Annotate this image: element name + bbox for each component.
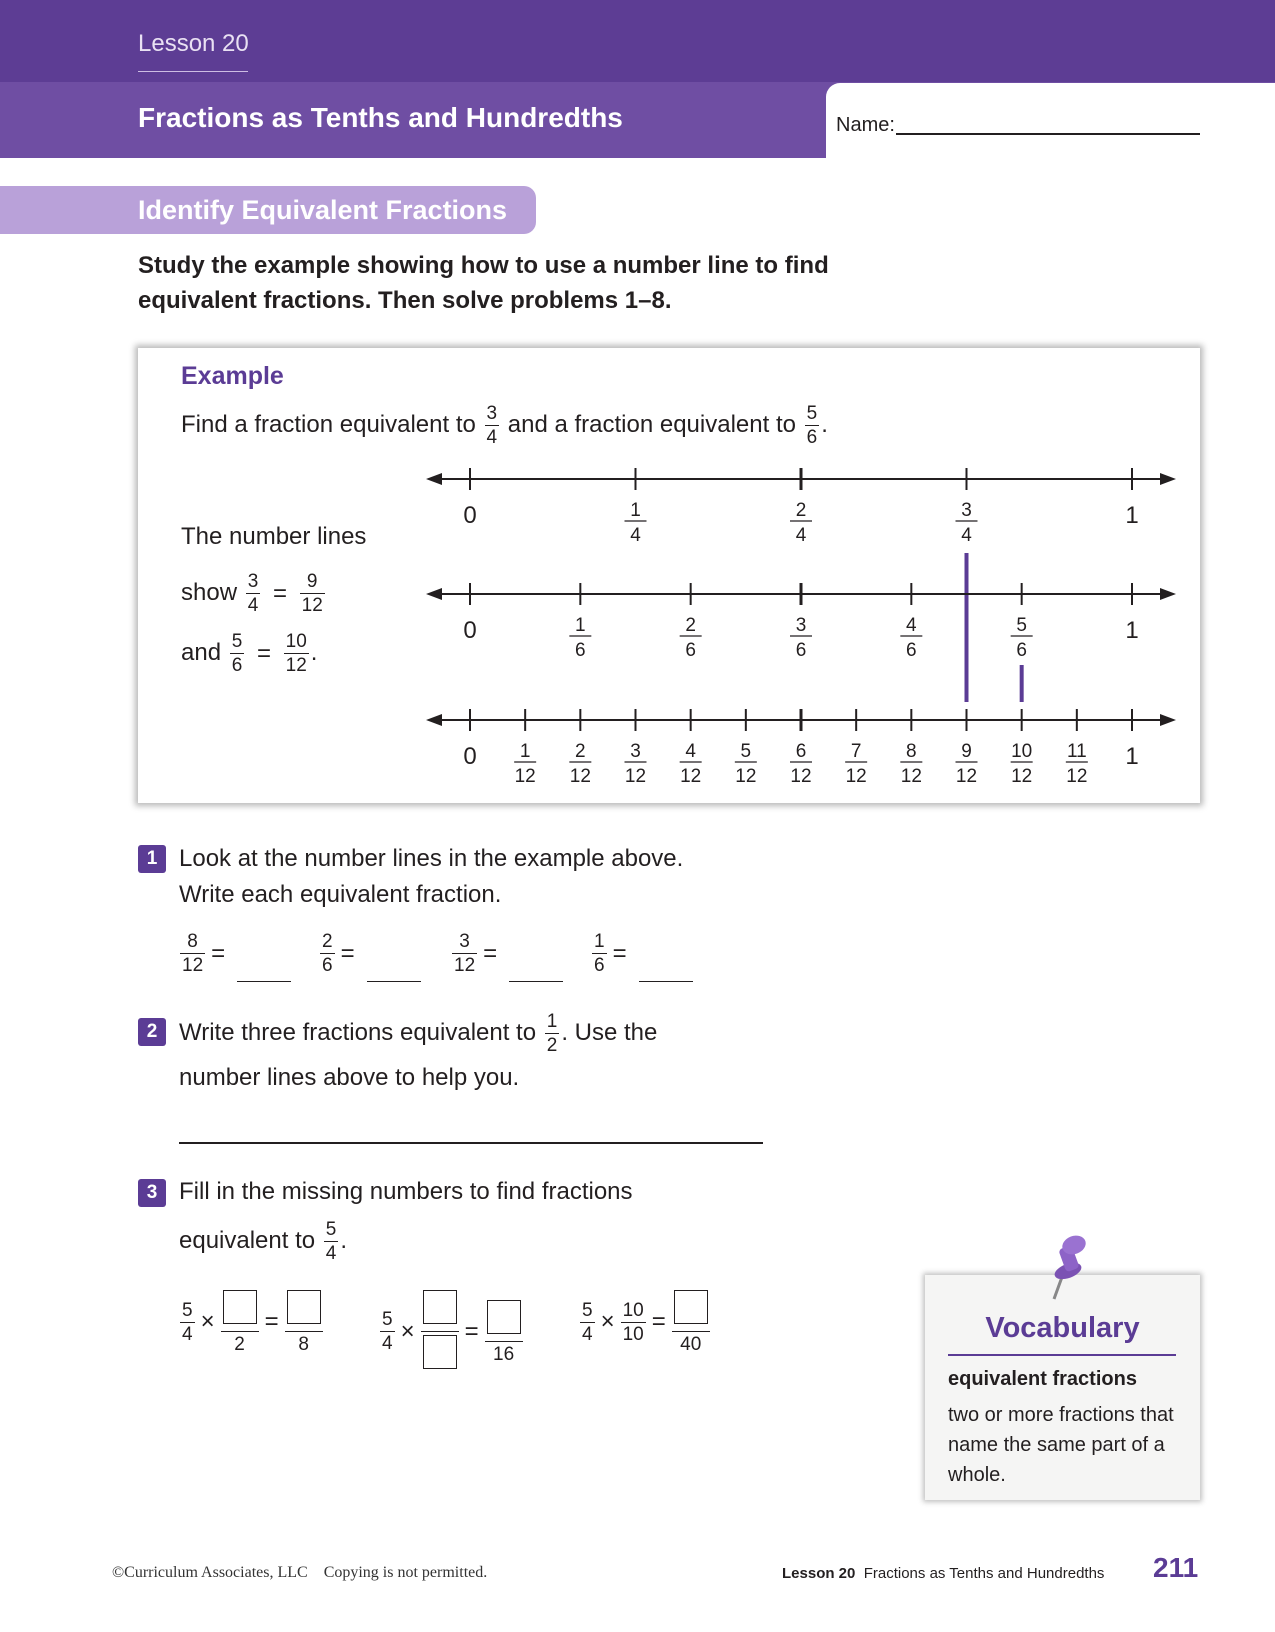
answer-blank[interactable] (367, 981, 421, 982)
denominator: 12 (182, 955, 204, 976)
tick-label-numerator: 5 (740, 741, 752, 762)
denominator: 10 (622, 1323, 644, 1345)
prompt-period: . (821, 410, 828, 438)
answer-blank[interactable] (237, 981, 291, 982)
arrow-right-icon (1160, 473, 1176, 485)
lesson-title: Fractions as Tenths and Hundredths (138, 102, 623, 133)
problem-3-text: equivalent to (179, 1226, 316, 1254)
problem-3-period: . (340, 1226, 348, 1254)
problem-1-line1: Look at the number lines in the example above. (179, 845, 684, 872)
fraction-one-half (545, 1012, 560, 1055)
result-fraction (485, 1300, 523, 1364)
tick-label-denominator: 6 (575, 640, 586, 661)
section-title: Identify Equivalent Fractions (138, 195, 508, 225)
example-label: Example (181, 362, 284, 390)
prompt-text-a: Find a fraction equivalent to (181, 410, 476, 438)
tick-label-numerator: 3 (961, 500, 972, 521)
fraction (320, 932, 335, 975)
numerator: 3 (486, 403, 498, 424)
multiplier-fraction (221, 1290, 259, 1354)
tick-label-numerator: 1 (630, 500, 641, 521)
tick-label-numerator: 5 (1016, 615, 1027, 636)
tick-label-denominator: 12 (569, 766, 591, 787)
label-one: 1 (1125, 617, 1139, 644)
problem-2-text-a: Write three fractions equivalent to (179, 1018, 537, 1046)
vocabulary-term: equivalent fractions (948, 1368, 1137, 1390)
denominator: 4 (582, 1323, 593, 1345)
tick-label-denominator: 12 (900, 766, 922, 787)
label-zero: 0 (463, 743, 477, 770)
tick-label-denominator: 12 (735, 766, 757, 787)
tick-label-numerator: 3 (630, 741, 641, 762)
label-one: 1 (1125, 502, 1139, 529)
numerator: 5 (231, 631, 243, 652)
denominator: 4 (182, 1323, 193, 1345)
tick-label-denominator: 12 (514, 766, 536, 787)
denominator: 16 (493, 1343, 515, 1365)
denominator: 4 (325, 1243, 337, 1264)
label-one: 1 (1125, 743, 1139, 770)
arrow-left-icon (426, 588, 442, 600)
tick-label-denominator: 4 (630, 525, 641, 546)
name-label: Name: (836, 114, 895, 136)
vocabulary-definition: two or more fractions that name the same part of a whole. (948, 1404, 1174, 1486)
answer-box[interactable] (223, 1290, 257, 1324)
fraction (180, 1301, 195, 1344)
vocabulary-rule (948, 1354, 1176, 1356)
numerator: 10 (285, 631, 307, 652)
tick-label-denominator: 12 (1066, 766, 1088, 787)
tick-label-numerator: 2 (685, 615, 696, 636)
problem-2-line1 (179, 1012, 657, 1055)
problem-3-badge: 3 (138, 1179, 166, 1207)
fraction (452, 932, 477, 975)
problem-1-line2: Write each equivalent fraction. (179, 881, 502, 908)
problem-1-item-3 (450, 932, 563, 982)
denominator: 2 (234, 1334, 245, 1355)
problem-2-line2: number lines above to help you. (179, 1064, 520, 1091)
numerator: 3 (247, 571, 259, 592)
denominator: 40 (680, 1334, 702, 1355)
fraction (380, 1310, 395, 1353)
tick-label-denominator: 12 (955, 766, 978, 787)
denominator: 4 (247, 595, 259, 616)
denominator: 12 (285, 655, 307, 676)
and-word: and (181, 638, 222, 666)
tick-label-denominator: 12 (1011, 766, 1033, 787)
tick-label-numerator: 1 (575, 615, 586, 636)
denominator: 6 (231, 655, 243, 676)
fraction-five-fourths (324, 1220, 339, 1263)
answer-box[interactable] (674, 1290, 708, 1324)
result-fraction (285, 1290, 323, 1354)
pushpin-icon (1048, 1233, 1092, 1303)
numerator (221, 1290, 259, 1332)
denominator: 4 (486, 427, 498, 448)
problem-1-item-2 (318, 932, 421, 982)
numerator: 5 (382, 1309, 393, 1330)
numerator: 5 (325, 1219, 337, 1240)
numerator (485, 1300, 523, 1342)
problem-3-equation-c (578, 1290, 712, 1354)
tick-label-denominator: 6 (685, 640, 696, 661)
page-number: 211 (1153, 1552, 1199, 1583)
numerator: 9 (300, 572, 325, 594)
numerator: 8 (180, 932, 205, 954)
denominator: 6 (322, 955, 333, 976)
tick-label-denominator: 4 (961, 525, 972, 546)
times-sign: × (400, 1317, 415, 1345)
multiplier-fraction (621, 1301, 646, 1344)
denominator: 12 (301, 595, 323, 616)
numerator: 3 (452, 932, 477, 954)
numerator: 5 (806, 403, 818, 424)
equals-sign: = (272, 579, 287, 607)
arrow-right-icon (1160, 588, 1176, 600)
fraction (580, 1301, 595, 1344)
times-sign: × (200, 1308, 215, 1335)
numerator: 5 (182, 1299, 193, 1321)
denominator: 6 (594, 955, 605, 976)
tick-label-numerator: 4 (906, 615, 917, 636)
arrow-right-icon (1160, 714, 1176, 726)
label-zero: 0 (463, 617, 477, 644)
tick-label-numerator: 4 (685, 741, 696, 762)
prompt-text-b: and a fraction equivalent to (507, 410, 796, 438)
tick-label-numerator: 8 (906, 741, 917, 762)
problem-1-item-1 (178, 932, 291, 982)
result-fraction (672, 1290, 710, 1354)
tick-label-numerator: 1 (519, 741, 531, 762)
problem-2-answer-line[interactable] (179, 1142, 763, 1144)
numerator: 1 (594, 931, 605, 952)
numerator (672, 1290, 710, 1332)
answer-box[interactable] (423, 1290, 457, 1324)
answer-box[interactable] (423, 1335, 457, 1369)
equals-sign: = (211, 939, 226, 967)
problem-3-equation-a (178, 1290, 325, 1354)
numerator: 2 (322, 931, 333, 952)
footer-lesson-number: Lesson 20 (782, 1565, 856, 1582)
vocabulary-title: Vocabulary (985, 1312, 1140, 1344)
tick-label-numerator: 10 (1011, 741, 1033, 762)
arrow-left-icon (426, 714, 442, 726)
equals-sign: = (612, 939, 627, 967)
problem-3-line1: Fill in the missing numbers to find fractions (179, 1178, 633, 1205)
tick-label-numerator: 7 (850, 741, 862, 762)
tick-label-denominator: 12 (845, 766, 867, 787)
tick-label-numerator: 2 (575, 741, 586, 762)
label-zero: 0 (463, 502, 477, 529)
copyright: ©Curriculum Associates, LLC Copying is not permitted. (112, 1564, 488, 1581)
fraction (180, 932, 205, 975)
denominator: 4 (382, 1333, 393, 1354)
numerator (285, 1290, 323, 1332)
tick-label-numerator: 3 (795, 615, 807, 636)
equals-sign: = (464, 1317, 479, 1345)
tick-label-denominator: 6 (906, 640, 917, 661)
denominator: 6 (806, 427, 818, 448)
tick-label-denominator: 12 (790, 766, 812, 787)
footer-lesson (782, 1565, 1104, 1582)
explanation-line1: The number lines (181, 523, 367, 550)
numerator: 5 (582, 1299, 593, 1321)
tick-label-denominator: 12 (680, 766, 702, 787)
problem-2-text-b: . Use the (561, 1018, 658, 1046)
problem-2-badge: 2 (138, 1018, 166, 1046)
numerator: 1 (546, 1011, 558, 1032)
problem-3-equation-b (378, 1290, 525, 1373)
denominator (421, 1332, 459, 1373)
answer-box[interactable] (487, 1300, 521, 1334)
show-word: show (181, 578, 238, 606)
tick-label-denominator: 6 (795, 640, 807, 661)
equals-sign: = (340, 939, 355, 967)
tick-label-denominator: 6 (1016, 640, 1027, 661)
answer-box[interactable] (287, 1290, 321, 1324)
problem-3-line2 (179, 1220, 347, 1263)
instructions: Study the example showing how to use a number line to find equivalent fractions. Then solve problems 1–8. (138, 252, 829, 314)
tick-label-denominator: 4 (795, 525, 807, 546)
fraction (592, 932, 607, 975)
equals-sign: = (264, 1308, 279, 1335)
explain-period: . (310, 638, 318, 666)
numerator: 10 (622, 1299, 644, 1321)
equals-sign: = (651, 1308, 666, 1335)
denominator: 2 (546, 1035, 558, 1056)
tick-label-numerator: 2 (795, 500, 807, 521)
lesson-label: Lesson 20 (138, 30, 249, 57)
arrow-left-icon (426, 473, 442, 485)
numerator (421, 1290, 459, 1332)
tick-label-numerator: 6 (795, 741, 807, 762)
denominator: 8 (298, 1334, 309, 1355)
denominator: 12 (454, 955, 476, 976)
tick-label-denominator: 12 (624, 766, 647, 787)
tick-label-numerator: 11 (1066, 741, 1087, 762)
times-sign: × (600, 1308, 615, 1335)
equals-sign: = (483, 939, 498, 967)
answer-blank[interactable] (639, 981, 693, 982)
answer-blank[interactable] (509, 981, 563, 982)
equals-sign: = (256, 639, 271, 667)
problem-1-item-4 (590, 932, 693, 982)
multiplier-fraction (421, 1290, 459, 1373)
problem-1-badge: 1 (138, 845, 166, 873)
tick-label-numerator: 9 (961, 741, 972, 762)
footer-lesson-title: Fractions as Tenths and Hundredths (863, 1565, 1105, 1582)
